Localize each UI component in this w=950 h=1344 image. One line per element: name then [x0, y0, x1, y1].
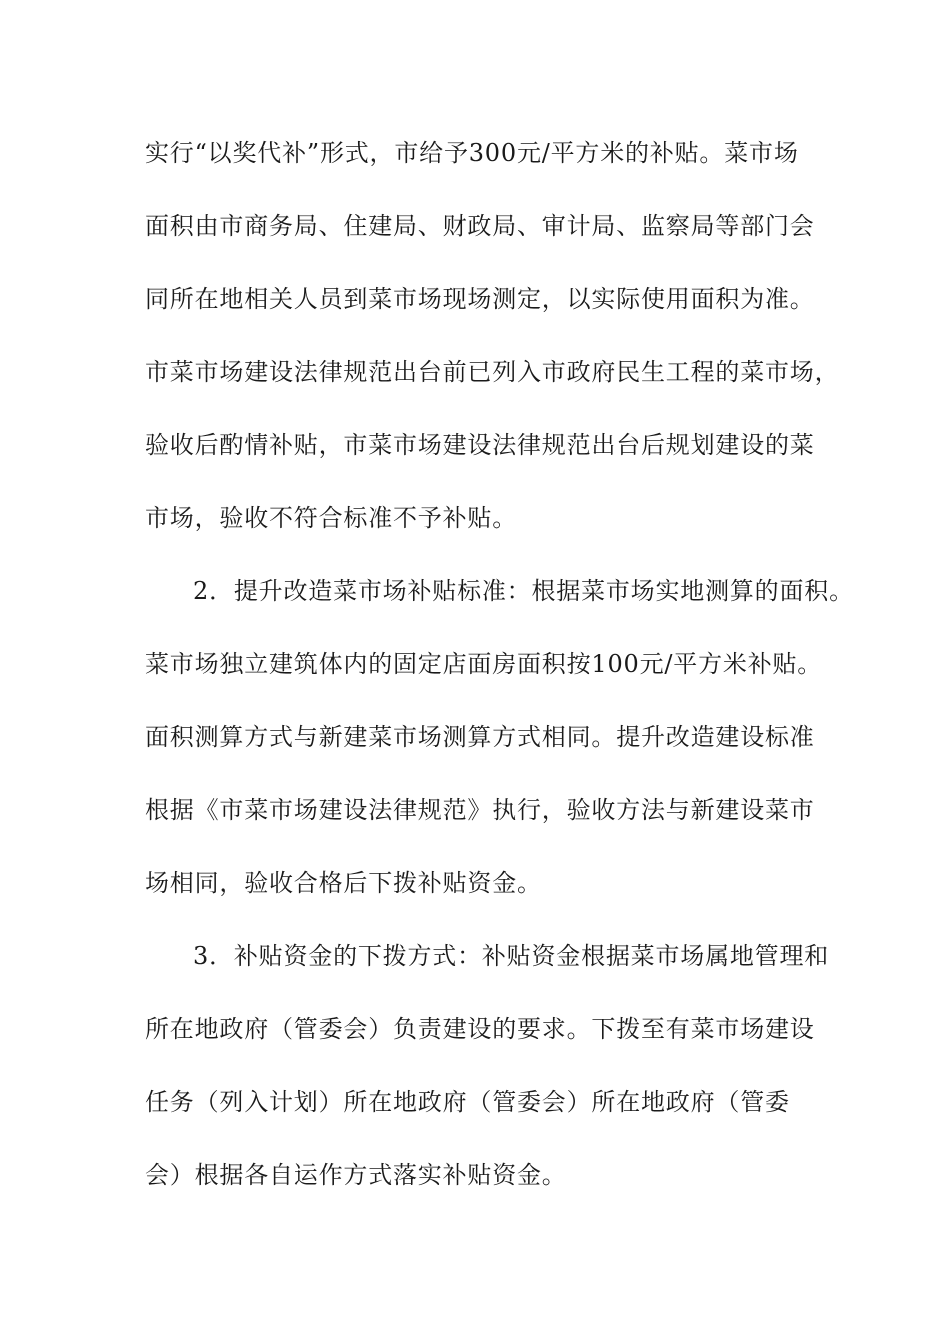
paragraph-line: 市菜市场建设法律规范出台前已列入市政府民生工程的菜市场，: [145, 358, 840, 386]
paragraph-line: 菜市场独立建筑体内的固定店面房面积按100元/平方米补贴。: [145, 650, 823, 678]
paragraph-line: 市场，验收不符合标准不予补贴。: [145, 504, 517, 532]
paragraph-line: 会）根据各自运作方式落实补贴资金。: [145, 1161, 567, 1189]
paragraph-line: 所在地政府（管委会）负责建设的要求。下拨至有菜市场建设: [145, 1015, 815, 1043]
paragraph-line: 根据《市菜市场建设法律规范》执行，验收方法与新建设菜市: [145, 796, 815, 824]
paragraph-line: 面积由市商务局、住建局、财政局、审计局、监察局等部门会: [145, 212, 815, 240]
paragraph-line: 任务（列入计划）所在地政府（管委会）所在地政府（管委: [145, 1088, 790, 1116]
paragraph-line: 场相同，验收合格后下拨补贴资金。: [145, 869, 542, 897]
paragraph-line: 3．补贴资金的下拨方式：补贴资金根据菜市场属地管理和: [193, 942, 830, 970]
paragraph-line: 同所在地相关人员到菜市场现场测定，以实际使用面积为准。: [145, 285, 815, 313]
paragraph-line: 实行“以奖代补”形式，市给予300元/平方米的补贴。菜市场: [145, 139, 799, 167]
paragraph-line: 2．提升改造菜市场补贴标准：根据菜市场实地测算的面积。: [193, 577, 854, 605]
paragraph-line: 验收后酌情补贴，市菜市场建设法律规范出台后规划建设的菜: [145, 431, 815, 459]
paragraph-line: 面积测算方式与新建菜市场测算方式相同。提升改造建设标准: [145, 723, 815, 751]
